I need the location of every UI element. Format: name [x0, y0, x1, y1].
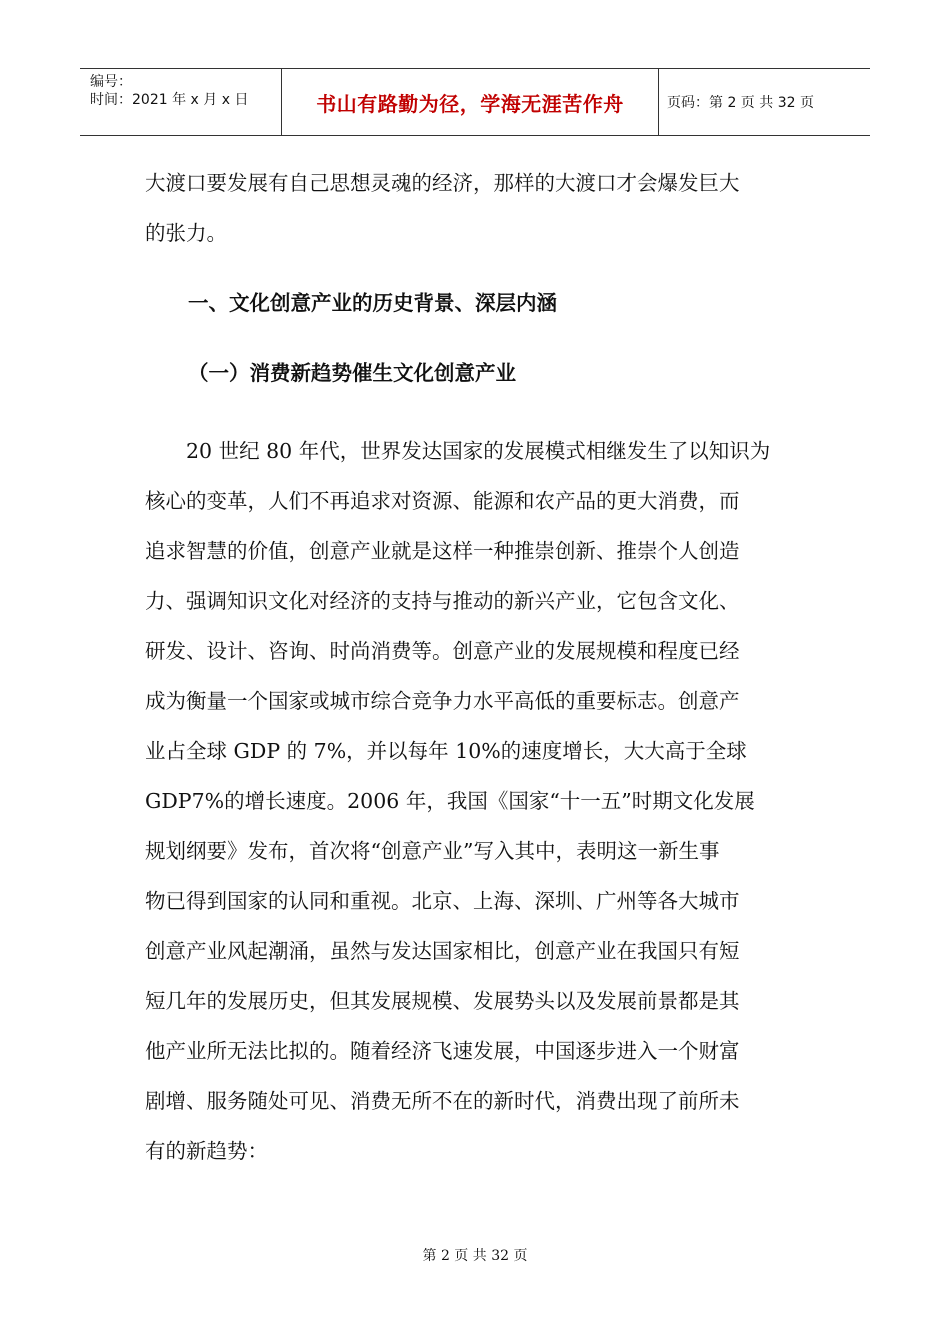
- intro-line: 的张力。: [145, 221, 227, 245]
- body-line: 规划纲要》发布，首次将“创意产业”写入其中，表明这一新生事: [145, 839, 720, 863]
- intro-line: 大渡口要发展有自己思想灵魂的经济，那样的大渡口才会爆发巨大: [145, 171, 740, 195]
- body-line: 创意产业风起潮涌，虽然与发达国家相比，创意产业在我国只有短: [145, 939, 740, 963]
- header-motto: 书山有路勤为径，学海无涯苦作舟: [316, 91, 624, 116]
- body-line: 20 世纪 80 年代，世界发达国家的发展模式相继发生了以知识为: [186, 439, 771, 463]
- header-page-info: 页码：第 2 页 共 32 页: [667, 95, 814, 111]
- header-motto-cell: [282, 69, 659, 135]
- header-meta: [80, 69, 282, 135]
- body-line: 他产业所无法比拟的。随着经济飞速发展，中国逐步进入一个财富: [145, 1039, 740, 1063]
- body-line: GDP7%的增长速度。2006 年，我国《国家“十一五”时期文化发展: [145, 789, 755, 813]
- body-line: 短几年的发展历史，但其发展规模、发展势头以及发展前景都是其: [145, 989, 740, 1013]
- subsection-heading: （一）消费新趋势催生文化创意产业: [188, 361, 516, 385]
- page-footer: 第 2 页 共 32 页: [422, 1248, 528, 1264]
- body-line: 核心的变革，人们不再追求对资源、能源和农产品的更大消费，而: [145, 489, 740, 513]
- section-heading: 一、文化创意产业的历史背景、深层内涵: [188, 291, 557, 315]
- body-line: 成为衡量一个国家或城市综合竞争力水平高低的重要标志。创意产: [145, 689, 740, 713]
- body-line: 研发、设计、咨询、时尚消费等。创意产业的发展规模和程度已经: [145, 639, 740, 663]
- body-line: 力、强调知识文化对经济的支持与推动的新兴产业，它包含文化、: [145, 589, 740, 613]
- header-page-info-cell: [659, 69, 870, 135]
- document-number-label: 编号：: [90, 74, 132, 90]
- document-header: [80, 68, 870, 136]
- body-line: 业占全球 GDP 的 7%，并以每年 10%的速度增长，大大高于全球: [145, 739, 747, 763]
- body-line: 剧增、服务随处可见、消费无所不在的新时代，消费出现了前所未: [145, 1089, 740, 1113]
- body-line: 物已得到国家的认同和重视。北京、上海、深圳、广州等各大城市: [145, 889, 740, 913]
- document-date-label: 时间：2021 年 x 月 x 日: [90, 92, 249, 108]
- body-line: 追求智慧的价值，创意产业就是这样一种推崇创新、推崇个人创造: [145, 539, 740, 563]
- body-line: 有的新趋势：: [145, 1139, 268, 1163]
- intro-paragraph: [145, 158, 813, 258]
- body-paragraph: [145, 426, 813, 1176]
